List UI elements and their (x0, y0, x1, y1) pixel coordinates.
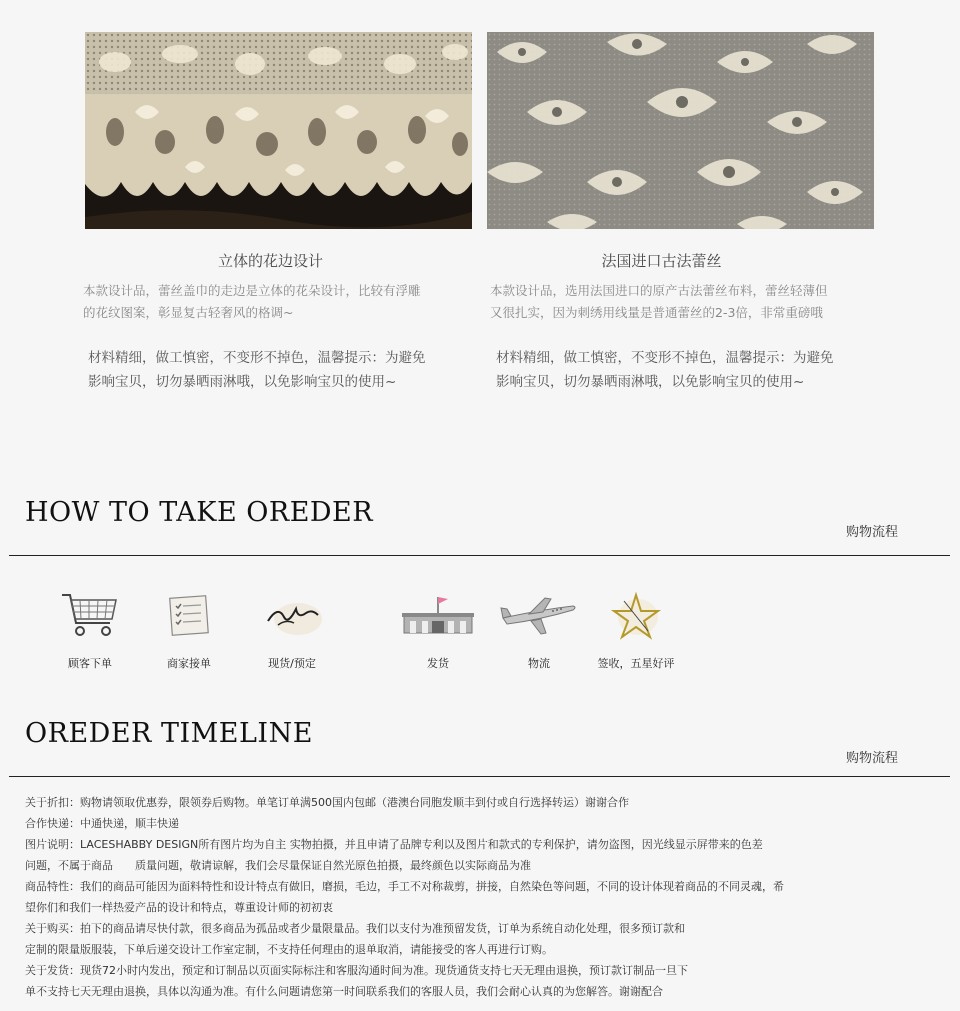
step-label: 顾客下单 (68, 657, 112, 670)
star-icon (608, 591, 664, 641)
step-label: 发货 (427, 657, 449, 670)
feature-title-left: 立体的花边设计 (217, 252, 323, 270)
care-note-left (88, 346, 478, 394)
description-line: 又很扎实，因为刺绣用线量是普通蕾丝的2-3倍，非常重磅哦 (490, 305, 823, 320)
care-note-line: 材料精细，做工慎密，不变形不掉色，温馨提示：为避免 (496, 350, 834, 366)
care-note-line: 影响宝贝，切勿暴晒雨淋哦，以免影响宝贝的使用~ (496, 374, 805, 390)
step-merchant-accept (134, 588, 244, 671)
step-label: 现货/预定 (268, 657, 316, 670)
airplane-icon (499, 594, 579, 638)
policy-line: 合作快递：中通快递，顺丰快递 (25, 817, 179, 830)
step-stock-preorder (237, 588, 347, 671)
section-divider (9, 776, 950, 777)
care-note-right (496, 346, 886, 394)
policy-line: 关于购买：拍下的商品请尽快付款，很多商品为孤品或者少量限量品。我们以支付为准预留发货，订单为系统自动化处理，很多预订款和 (25, 922, 685, 935)
step-logistics (484, 588, 594, 671)
warehouse-flag-icon (398, 591, 478, 641)
step-receive-review (581, 588, 691, 671)
policy-line: 商品特性：我们的商品可能因为面料特性和设计特点有做旧，磨损，毛边，手工不对称裁剪，拼接，自然染色等问题，不同的设计体现着商品的不同灵魂，希 (25, 880, 784, 893)
policy-line: 问题，不属于商品 质量问题，敬请谅解，我们会尽量保证自然光原色拍摄，最终颜色以实际商品为准 (25, 859, 531, 872)
order-process-heading: HOW TO TAKE OREDER (25, 497, 374, 528)
lace-fabric-photo (487, 32, 874, 229)
policy-line: 关于折扣：购物请领取优惠券，限领券后购物。单笔订单满500国内包邮（港澳台同胞发顺丰到付或自行选择转运）谢谢合作 (25, 796, 629, 809)
order-timeline-heading: OREDER TIMELINE (25, 718, 313, 749)
step-label: 签收，五星好评 (597, 657, 675, 670)
feature-description-left (83, 280, 473, 324)
order-process-subtitle: 购物流程 (845, 525, 898, 540)
lace-edge-photo (85, 32, 472, 229)
care-note-line: 影响宝贝，切勿暴晒雨淋哦，以免影响宝贝的使用~ (88, 374, 397, 390)
policy-line: 单不支持七天无理由退换，具体以沟通为准。有什么问题请您第一时间联系我们的客服人员，我们会耐心认真的为您解答。谢谢配合 (25, 985, 663, 998)
checklist-icon (167, 594, 211, 638)
policy-line: 望你们和我们一样热爱产品的设计和特点，尊重设计师的初初衷 (25, 901, 333, 914)
step-customer-order (35, 588, 145, 671)
step-label: 物流 (528, 657, 550, 670)
description-line: 的花纹图案，彰显复古轻奢风的格调~ (83, 305, 294, 320)
policy-line: 图片说明：LACESHABBY DESIGN所有图片均为自主 实物拍摄，并且申请了品牌专利以及图片和款式的专利保护，请勿盗图，因光线显示屏带来的色差 (25, 838, 763, 851)
policy-line: 关于发货：现货72小时内发出，预定和订制品以页面实际标注和客服沟通时间为准。现货通货支持七天无理由退换，预订款订制品一旦下 (25, 964, 688, 977)
order-timeline-subtitle: 购物流程 (845, 751, 898, 766)
step-label: 商家接单 (167, 657, 211, 670)
signature-icon (260, 591, 324, 641)
step-ship (383, 588, 493, 671)
care-note-line: 材料精细，做工慎密，不变形不掉色，温馨提示：为避免 (88, 350, 426, 366)
description-line: 本款设计品，选用法国进口的原产古法蕾丝布料，蕾丝轻薄但 (490, 283, 828, 298)
shopping-cart-icon (60, 591, 120, 641)
policy-notes (25, 792, 905, 1002)
policy-line: 定制的限量版服装，下单后递交设计工作室定制，不支持任何理由的退单取消，请能接受的客人再进行订购。 (25, 943, 553, 956)
feature-description-right (490, 280, 880, 324)
feature-title-right: 法国进口古法蕾丝 (601, 252, 722, 270)
section-divider (9, 555, 950, 556)
description-line: 本款设计品，蕾丝盖巾的走边是立体的花朵设计，比较有浮雕 (83, 283, 421, 298)
